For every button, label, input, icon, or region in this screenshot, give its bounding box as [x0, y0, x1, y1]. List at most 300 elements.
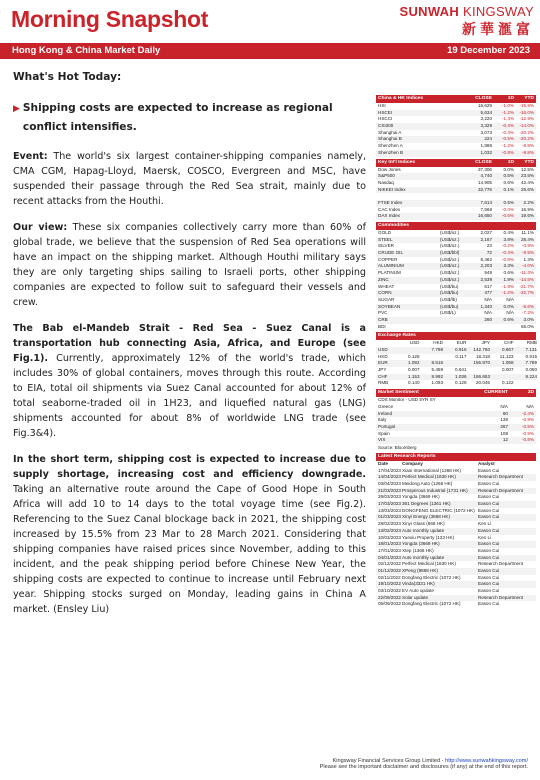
research-reports-table	[376, 453, 536, 608]
table-row	[376, 548, 536, 555]
table-row	[376, 317, 536, 324]
table-row	[376, 404, 536, 411]
commodity-unit: (US$/oz.)	[440, 263, 460, 269]
table-row	[376, 474, 536, 481]
table-row	[376, 468, 536, 475]
table-row	[376, 374, 536, 381]
commodity-unit: (US$/bbl)	[440, 250, 460, 256]
fx-rate: 0.641	[455, 367, 467, 373]
commodity-price: 23	[486, 243, 492, 249]
report-date: 21/03/2023	[378, 487, 401, 493]
row-label: DAX Index	[378, 213, 400, 219]
table-row	[376, 250, 536, 257]
close-value: 4,740	[480, 173, 492, 179]
report-analyst: Eason Cui	[478, 567, 500, 573]
subtitle-bar	[0, 43, 540, 59]
close-value: 14,905	[477, 179, 492, 185]
report-date: 22/09/2022	[378, 594, 401, 600]
close-value: 1,888	[480, 143, 492, 149]
day-change: 0.0%	[503, 166, 514, 172]
table-row	[376, 354, 536, 361]
day-change: -0.4%	[501, 129, 514, 135]
row-label: Shanghai A	[378, 129, 402, 135]
table-row	[376, 304, 536, 311]
close-value: 32,776	[477, 186, 492, 192]
close-value: 7,614	[480, 199, 492, 205]
fx-rate: 155.970	[473, 360, 490, 366]
report-date: 17/01/2023	[378, 547, 401, 553]
table-row	[376, 193, 536, 200]
currency-label: RMB	[378, 380, 389, 386]
currency-label: JPY	[378, 367, 387, 373]
fx-rate: 1.153	[408, 373, 420, 379]
commodity-name: COPPER	[378, 256, 398, 262]
fx-rate	[443, 360, 467, 367]
ytd-change: -4.0%	[521, 263, 534, 269]
ytd-change: 1.3%	[523, 256, 534, 262]
ytd-change: -15.9%	[519, 103, 534, 108]
current-value: 139	[500, 417, 508, 423]
day-change: -0.2%	[501, 243, 514, 249]
close-value: 16,629	[477, 103, 492, 108]
report-company: Perfect Medical (1830 HK)	[402, 474, 456, 480]
day-change: 1.8%	[503, 276, 514, 282]
ytd-change	[514, 193, 534, 200]
table-row	[376, 207, 536, 214]
ytd-change: -9.5%	[521, 250, 534, 256]
exchange-rates-table	[376, 332, 536, 387]
table-header: Market Sentiment CURRENT 3D	[378, 390, 534, 396]
day-change: -0.8%	[501, 149, 514, 155]
market-label: Greece	[378, 403, 394, 409]
day-change: -1.9%	[501, 283, 514, 289]
commodity-name: SOYBEAN	[378, 303, 401, 309]
table-row	[376, 116, 536, 123]
report-date: 10/02/2023	[378, 534, 401, 540]
day-change: -0.4%	[501, 206, 514, 212]
website-link[interactable]: http://www.sunwahkingsway.com/	[445, 758, 528, 764]
ytd-change: 25.6%	[520, 186, 534, 192]
commodity-price	[464, 324, 492, 331]
commodity-name: CRUDE OIL	[378, 250, 404, 256]
commodity-price: 949	[484, 270, 492, 276]
commodity-price: 2,167	[480, 236, 492, 242]
table-row	[376, 136, 536, 143]
paragraph-short-term: In the short term, shipping cost is expected to increase due to supply shortage, increasing cost and efficiency downgrade. Taking an alternative route around the Cape of Good Hope in South Africa will add 10 to 14 days to the total voyage time (see Fig.2). Referencing to the Suez Canal blockage back in 2021, the shipping cost increased by 15.5% from 23 Mar to 28 March 2021. Considering that shipping companies have raised prices since November, adding to this incident, and the peak shipping period before Chinese New Year, the shipping costs are expected to continue to increase until February next year. Shipping stocks surged on Monday, leading gains in China A market. (Ensley Liu)	[13, 454, 366, 615]
commodity-name: WHEAT	[378, 283, 395, 289]
fx-rate	[396, 347, 420, 354]
report-date: 13/02/2023	[378, 527, 401, 533]
fx-rate: 8.224	[525, 373, 537, 379]
fx-rate	[467, 367, 491, 374]
table-row	[376, 110, 536, 117]
ytd-change: -22.7%	[519, 290, 534, 296]
table-row	[376, 488, 536, 495]
table-row	[376, 528, 536, 535]
ytd-change: 28.4%	[520, 236, 534, 242]
table-row	[376, 173, 536, 180]
commodity-price: 8,482	[480, 256, 492, 262]
report-company: Dongfang Electric (1072 HK)	[402, 574, 461, 580]
table-row	[376, 541, 536, 548]
close-value	[464, 193, 492, 200]
fx-rate: 0.915	[525, 353, 537, 359]
report-company: Xinyi Energy (3868 HK)	[402, 514, 451, 520]
report-date: 13/03/2023	[378, 507, 401, 513]
paragraph-event: Event: The world's six largest container-shipping companies namely, CMA CGM, Hapag-Lloyd, Maersk, COSCO, Evergreen and MSC, have suspended their passage through the Red Sea strait, mainly due to recent attacks from the Houthi.	[13, 151, 366, 207]
report-date: 18/01/2023	[378, 541, 401, 547]
table-row	[376, 130, 536, 137]
fx-rate: 8.516	[431, 360, 443, 366]
table-header: Exchange Rates	[376, 332, 536, 340]
ytd-change: -16.0%	[519, 109, 534, 115]
commodity-price: 1,340	[480, 303, 492, 309]
report-analyst: Eason Cui	[478, 501, 500, 507]
report-date: 19 December 2023	[447, 45, 530, 56]
commodity-name: ZINC	[378, 276, 389, 282]
row-label: NIKKEI Index	[378, 186, 406, 192]
row-label: HSI	[378, 103, 386, 108]
ytd-change: 3.0%	[523, 316, 534, 322]
commodity-price: 2,027	[480, 230, 492, 235]
report-company: Dongfang Electric (1072 HK)	[402, 601, 461, 607]
close-value: 224	[484, 136, 492, 142]
table-row	[376, 555, 536, 562]
commodity-price: N/A	[484, 296, 492, 302]
close-value: 16,650	[477, 213, 492, 219]
report-company: Vinda(3331 HK)	[402, 581, 435, 587]
report-analyst: Eason Cui	[478, 494, 500, 500]
footer-disclaimer: Please see the important disclaimer and disclosures (if any) at the end of this report.	[319, 764, 528, 771]
table-row	[376, 237, 536, 244]
day-change: -1.2%	[501, 290, 514, 296]
ytd-change: 12.5%	[520, 166, 534, 172]
china-hk-indices-table	[376, 95, 536, 157]
commodity-name: SUGAR	[378, 296, 395, 302]
ytd-change: -8.8%	[521, 143, 534, 149]
report-analyst: Eason Cui	[478, 507, 500, 513]
ytd-change: -8.8%	[521, 149, 534, 155]
ytd-change: -0.9%	[521, 243, 534, 249]
close-value: 7,568	[480, 206, 492, 212]
table-row	[376, 103, 536, 110]
fx-column-headers	[376, 340, 536, 347]
fx-rate: 7.798	[431, 347, 443, 352]
ytd-change: -12.9%	[519, 116, 534, 122]
commodity-unit: (US$/oz.)	[440, 243, 460, 249]
cds-subheader: CDS Monitor - USD 5YR SY	[378, 397, 436, 403]
table-row	[376, 310, 536, 317]
report-date: 02/11/2022	[378, 574, 401, 580]
report-analyst: Eason Cui	[478, 601, 500, 607]
table-row	[376, 535, 536, 542]
table-row	[376, 230, 536, 237]
report-company: Solar update	[402, 594, 429, 600]
page-title: Morning Snapshot	[11, 6, 209, 32]
paragraph-our-view: Our view: These six companies collectively carry more than 60% of global trade, we believe that the suspension of Red Sea operations will have an impact on the shipping market. Although Houthi military says they are only targeting ships sailing to Israeli ports, other shipping companies are expected to follow suit to safeguard their vessels and crew.	[13, 222, 366, 308]
market-sentiment-table	[376, 389, 536, 451]
report-date: 01/12/2022	[378, 567, 401, 573]
commodity-unit: (US$/oz.)	[440, 236, 460, 242]
headline-text: Shipping costs are expected to increase as regional conflict intensifies.	[22, 102, 333, 133]
report-company: Perfect Medical (1830 HK)	[402, 561, 456, 567]
commodity-unit: (US$/oz.)	[440, 270, 460, 276]
commodities-table	[376, 222, 536, 330]
report-date: 01/03/2023	[378, 514, 401, 520]
fx-rate: 0.007	[408, 367, 420, 373]
fx-rate: 11.123	[499, 353, 514, 359]
report-analyst: Ken Li	[478, 521, 492, 527]
table-row	[376, 290, 536, 297]
table-row	[376, 581, 536, 588]
table-row	[376, 494, 536, 501]
row-label	[378, 193, 464, 200]
table-header: China & HK Indices CLOSE 1D YTD	[378, 96, 534, 101]
fx-rate: 8.992	[431, 373, 443, 379]
commodity-price: 260	[484, 316, 492, 322]
fx-rate: 0.140	[408, 380, 420, 386]
report-date: 28/03/2023	[378, 494, 401, 500]
report-date: 04/01/2023	[378, 554, 401, 560]
report-company: 361 Degrees (1361 HK)	[402, 501, 451, 507]
reports-column-headers: Date Company Analyst	[378, 460, 495, 466]
commodity-unit: (US$/bu)	[440, 290, 459, 296]
report-subtitle: Hong Kong & China Market Daily	[12, 45, 161, 56]
day-change	[492, 193, 514, 200]
day-change: -1.2%	[501, 143, 514, 149]
close-value: 3,220	[480, 116, 492, 122]
table-row	[376, 411, 536, 418]
ytd-change: 23.5%	[520, 173, 534, 179]
day-change: -1.4%	[501, 116, 514, 122]
table-row	[376, 123, 536, 130]
currency-label: CHF	[378, 373, 388, 379]
table-row	[376, 437, 536, 444]
ytd-change: -20.2%	[519, 136, 534, 142]
market-label: VIX	[378, 437, 386, 443]
ytd-change: -14.0%	[519, 123, 534, 129]
report-date: 17/03/2023	[378, 501, 401, 507]
commodity-name: ALUMINIUM	[378, 263, 404, 269]
table-row	[376, 501, 536, 508]
commodity-unit	[440, 324, 464, 331]
report-date: 05/09/2022	[378, 601, 401, 607]
day-change	[492, 324, 514, 331]
day-change: N/A	[506, 310, 514, 316]
table-row	[376, 431, 536, 438]
fx-rate: 1.036	[455, 373, 467, 379]
table-row	[376, 481, 536, 488]
fx-rate	[514, 380, 538, 387]
report-company: Xinyi Glass (868 HK)	[402, 521, 445, 527]
report-date: 02/12/2022	[378, 561, 401, 567]
currency-label: HKD	[378, 353, 388, 359]
day-change: -1.0%	[501, 103, 514, 108]
close-value: 3,329	[480, 123, 492, 129]
commodity-name: GOLD	[378, 230, 392, 235]
report-analyst: Eason Cui	[478, 588, 500, 593]
table-row	[376, 270, 536, 277]
ytd-change: 19.6%	[520, 213, 534, 219]
day-change: -0.8%	[501, 256, 514, 262]
report-date: 14/04/2023	[378, 474, 401, 480]
report-analyst: Eason Cui	[478, 581, 500, 587]
table-row	[376, 167, 536, 174]
commodity-name: PLATINUM	[378, 270, 401, 276]
table-row	[376, 595, 536, 602]
page-footer	[0, 758, 540, 771]
report-company: DONGFENG ELECTRIC (1072 HK)	[402, 507, 475, 513]
table-row	[376, 284, 536, 291]
row-label: HSCEI	[378, 109, 393, 115]
table-row	[376, 360, 536, 367]
report-analyst: Ken Li	[478, 534, 492, 540]
fx-rate: 5.459	[431, 367, 443, 373]
page-header	[0, 0, 540, 42]
report-date: 17/04/2023	[378, 467, 401, 473]
report-analyst: Eason Cui	[478, 574, 500, 580]
close-value: 1,032	[480, 149, 492, 155]
report-analyst: Eason Cui	[478, 467, 500, 473]
commodity-price: 72	[486, 250, 492, 256]
ytd-change: -21.7%	[519, 283, 534, 289]
report-company: Meidong Auto (1268 HK)	[402, 481, 453, 486]
fx-rate	[490, 374, 514, 381]
logo-chinese: 新華滙富	[462, 22, 534, 38]
report-company: XPeng (9868 HK)	[402, 567, 439, 573]
close-value: 5,634	[480, 109, 492, 115]
ytd-change: 42.4%	[520, 179, 534, 185]
report-company: Auto monthly update	[402, 554, 445, 560]
ytd-change	[514, 297, 534, 304]
table-row	[376, 347, 536, 354]
fx-col-header: HKD	[433, 340, 443, 346]
day-change: 0.5%	[503, 173, 514, 179]
market-label: Portugal	[378, 423, 396, 429]
fx-rate: 0.117	[455, 353, 467, 359]
close-value: 37,306	[477, 166, 492, 172]
ytd-change: 2.2%	[523, 199, 534, 205]
three-day-change: -0.8%	[521, 437, 534, 443]
currency-label: EUR	[378, 360, 388, 366]
fx-rate: 7.131	[525, 347, 537, 352]
ytd-change: 16.9%	[520, 206, 534, 212]
table-row	[376, 588, 536, 595]
table-row	[376, 143, 536, 150]
fx-rate: 0.128	[408, 353, 420, 359]
row-label: CAC Index	[378, 206, 401, 212]
headline-bullet	[13, 99, 366, 137]
report-date: 19/10/2022	[378, 581, 401, 587]
ytd-change: -11.3%	[519, 270, 534, 276]
report-company: Yongda (3669 HK)	[402, 494, 440, 500]
fx-rate: 7.789	[525, 360, 537, 366]
report-company: Xtep (1368 HK)	[402, 547, 434, 553]
table-row	[376, 380, 536, 387]
triangle-bullet-icon: ▶	[13, 104, 20, 114]
table-row	[376, 297, 536, 304]
table-row	[376, 417, 536, 424]
fx-rate: 0.867	[502, 347, 514, 352]
current-value: 108	[500, 430, 508, 436]
fx-rate: 1.093	[431, 380, 443, 386]
row-label: Shanghai B	[378, 136, 402, 142]
fx-col-header: EUR	[456, 340, 467, 346]
current-value: 267	[500, 423, 508, 429]
day-change: -0.6%	[501, 213, 514, 219]
table-row	[376, 277, 536, 284]
table-row	[376, 180, 536, 187]
table-row	[376, 213, 536, 220]
market-label: Spain	[378, 430, 390, 436]
table-row	[376, 187, 536, 194]
table-row	[376, 508, 536, 515]
ytd-change: -14.5%	[519, 276, 534, 282]
ytd-change: 11.1%	[521, 230, 534, 235]
fx-col-header: CHF	[504, 340, 514, 346]
day-change: 3.3%	[503, 263, 514, 269]
day-change: -0.5%	[501, 136, 514, 142]
ytd-change: -7.2%	[521, 310, 534, 316]
current-value: N/A	[500, 403, 508, 409]
report-company: Xiaoi International (1368 HK)	[402, 467, 461, 473]
report-analyst: Eason Cui	[478, 481, 500, 486]
table-header: Commodities	[376, 222, 536, 230]
fx-rate: 166.653	[473, 373, 490, 379]
table-row	[376, 257, 536, 264]
table-row	[376, 424, 536, 431]
fx-rate: 0.050	[525, 367, 537, 373]
day-change: 3.8%	[503, 236, 514, 242]
report-date: 28/02/2023	[378, 521, 401, 527]
article	[13, 70, 366, 628]
commodity-price: 2,203	[480, 263, 492, 269]
report-company: Yuexiu Property (123 HK)	[402, 534, 455, 540]
fx-rate: 1.092	[408, 360, 420, 366]
report-company: Auto monthly update	[402, 527, 445, 533]
table-row	[376, 263, 536, 270]
table-row	[376, 601, 536, 608]
row-label: FTSE Index	[378, 199, 403, 205]
table-row	[376, 568, 536, 575]
current-value: 60	[502, 410, 508, 416]
report-company: Prosperous Industrial (1731 HK)	[402, 487, 468, 493]
commodity-price: N/A	[484, 310, 492, 316]
three-day-change: -0.5%	[521, 423, 534, 429]
commodity-unit: (US$/oz.)	[440, 276, 460, 282]
commodity-price: 477	[484, 290, 492, 296]
fx-rate: 0.128	[455, 380, 467, 386]
market-label: Ireland	[378, 410, 393, 416]
fx-rate: 142.760	[473, 347, 490, 352]
day-change: 0.4%	[503, 230, 514, 235]
table-row	[376, 243, 536, 250]
fx-col-header: USD	[409, 340, 420, 346]
section-heading: What's Hot Today:	[13, 71, 122, 83]
current-value: 12	[502, 437, 508, 443]
day-change: 0.6%	[503, 316, 514, 322]
paragraph-strait: The Bab el-Mandeb Strait - Red Sea - Suez Canal is a transportation hub connecting Asia, Africa, and Europe (see Fig.1). Currently, approximately 12% of the world's trade, which includes 30% of global containers, moves through this route. According to EIA, total oil shipments via Suez Canal accounted for about 12% of total seaborne-traded oil in 1H23, and liquefied natural gas (LNG) shipments accounted for about 8% of worldwide LNG trade (see Fig.3&4).	[13, 323, 366, 439]
row-label: Shenzhen A	[378, 143, 403, 149]
day-change: -0.4%	[501, 250, 514, 256]
ytd-change: 55.0%	[520, 323, 534, 329]
day-change: 0.6%	[503, 270, 514, 276]
commodity-name: PVC	[378, 310, 388, 316]
commodity-name: BDI	[378, 323, 386, 329]
table-row	[376, 150, 536, 157]
market-sidebar	[376, 95, 536, 610]
commodity-name: SILVER	[378, 243, 394, 249]
